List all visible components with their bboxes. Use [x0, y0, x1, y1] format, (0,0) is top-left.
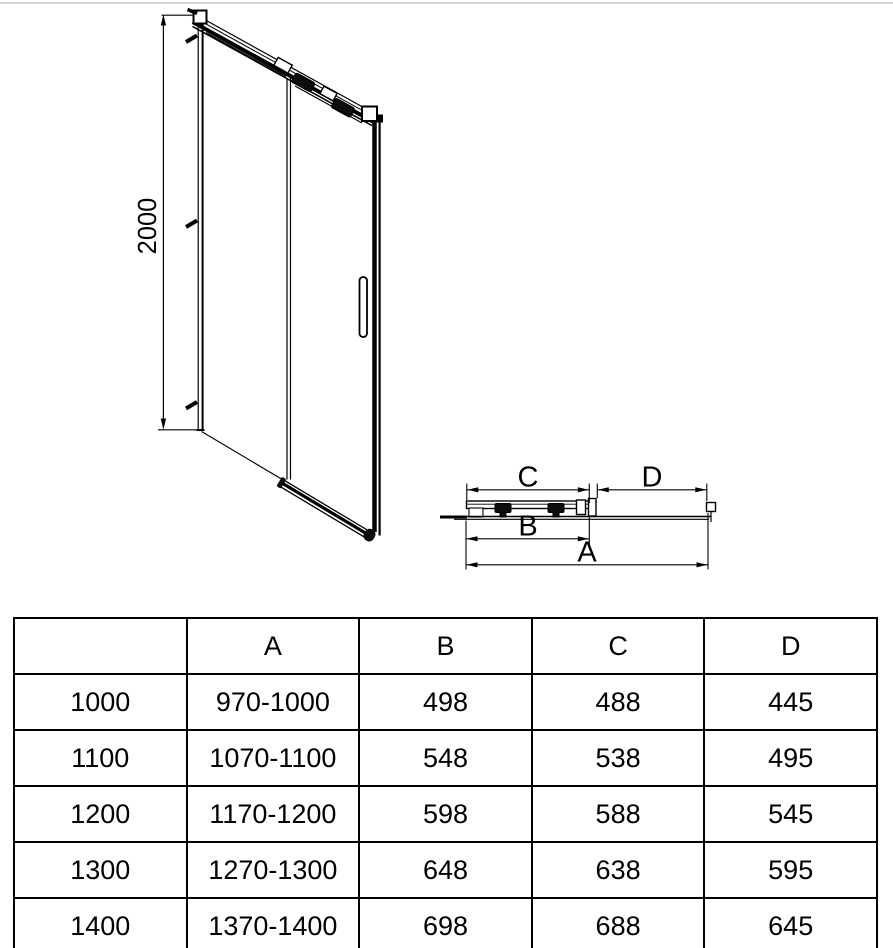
table-cell: 638 [532, 842, 705, 898]
table-cell: 1100 [14, 730, 187, 786]
dimension-d [597, 462, 707, 502]
arrow-right-icon [695, 487, 706, 492]
table-cell: 1400 [14, 898, 187, 948]
header-cell-d: D [704, 618, 877, 674]
table-cell: 488 [532, 674, 705, 730]
table-cell: 1070-1100 [187, 730, 360, 786]
table-cell: 545 [704, 786, 877, 842]
arrow-up-icon [161, 15, 166, 26]
header-cell-c: C [532, 618, 705, 674]
spec-table [13, 617, 878, 948]
height-dimension-label: 2000 [134, 197, 162, 255]
table-cell: 598 [359, 786, 532, 842]
table-cell: 648 [359, 842, 532, 898]
table-cell: 588 [532, 786, 705, 842]
header-cell-b: B [359, 618, 532, 674]
table-row [14, 786, 877, 842]
table-row [14, 898, 877, 948]
table-cell: 645 [704, 898, 877, 948]
table-row [14, 674, 877, 730]
door-handle [360, 277, 368, 337]
table-cell: 1200 [14, 786, 187, 842]
wall-bracket-middle [186, 221, 197, 228]
plan-roller-1 [495, 504, 511, 513]
plan-view [440, 462, 716, 570]
wall-bracket-bottom [186, 402, 197, 409]
dimension-c [467, 462, 590, 504]
plan-door-stile [577, 500, 586, 515]
table-header-row [14, 618, 877, 674]
table-cell: 970-1000 [187, 674, 360, 730]
arrow-left-icon [467, 536, 478, 541]
table-cell: 1170-1200 [187, 786, 360, 842]
table-cell: 538 [532, 730, 705, 786]
arrow-down-icon [161, 419, 166, 430]
table-cell: 495 [704, 730, 877, 786]
front-view [134, 10, 383, 543]
top-rail [189, 13, 379, 129]
arrow-right-icon [697, 562, 708, 567]
plan-roller-2 [548, 504, 564, 513]
table-cell: 688 [532, 898, 705, 948]
table-cell: 445 [704, 674, 877, 730]
wall-bracket-top [186, 36, 197, 43]
header-cell-size [14, 618, 187, 674]
arrow-right-icon [578, 487, 589, 492]
dim-d-label: D [641, 461, 663, 494]
rail-cap-left [188, 10, 207, 24]
dim-b-label: B [518, 510, 538, 543]
dimension-a [466, 510, 708, 570]
dim-a-label: A [577, 536, 597, 569]
table-cell: 1370-1400 [187, 898, 360, 948]
table-row [14, 730, 877, 786]
arrow-left-icon [467, 562, 478, 567]
table-cell: 1300 [14, 842, 187, 898]
table-cell: 698 [359, 898, 532, 948]
arrow-left-icon [598, 487, 609, 492]
table-cell: 595 [704, 842, 877, 898]
plan-wall-profile-left [469, 508, 483, 517]
table-cell: 548 [359, 730, 532, 786]
table-cell: 498 [359, 674, 532, 730]
table-cell: 1270-1300 [187, 842, 360, 898]
table-cell: 1000 [14, 674, 187, 730]
roller-carriage-1 [291, 73, 315, 93]
table-row [14, 842, 877, 898]
bottom-rail [277, 477, 377, 543]
arrow-left-icon [467, 487, 478, 492]
plan-wall-bracket-right [707, 503, 716, 512]
fixed-panel-glass [202, 33, 291, 481]
height-dimension [134, 15, 200, 430]
wall-profile [197, 23, 205, 430]
dim-c-label: C [517, 461, 539, 494]
header-cell-a: A [187, 618, 360, 674]
